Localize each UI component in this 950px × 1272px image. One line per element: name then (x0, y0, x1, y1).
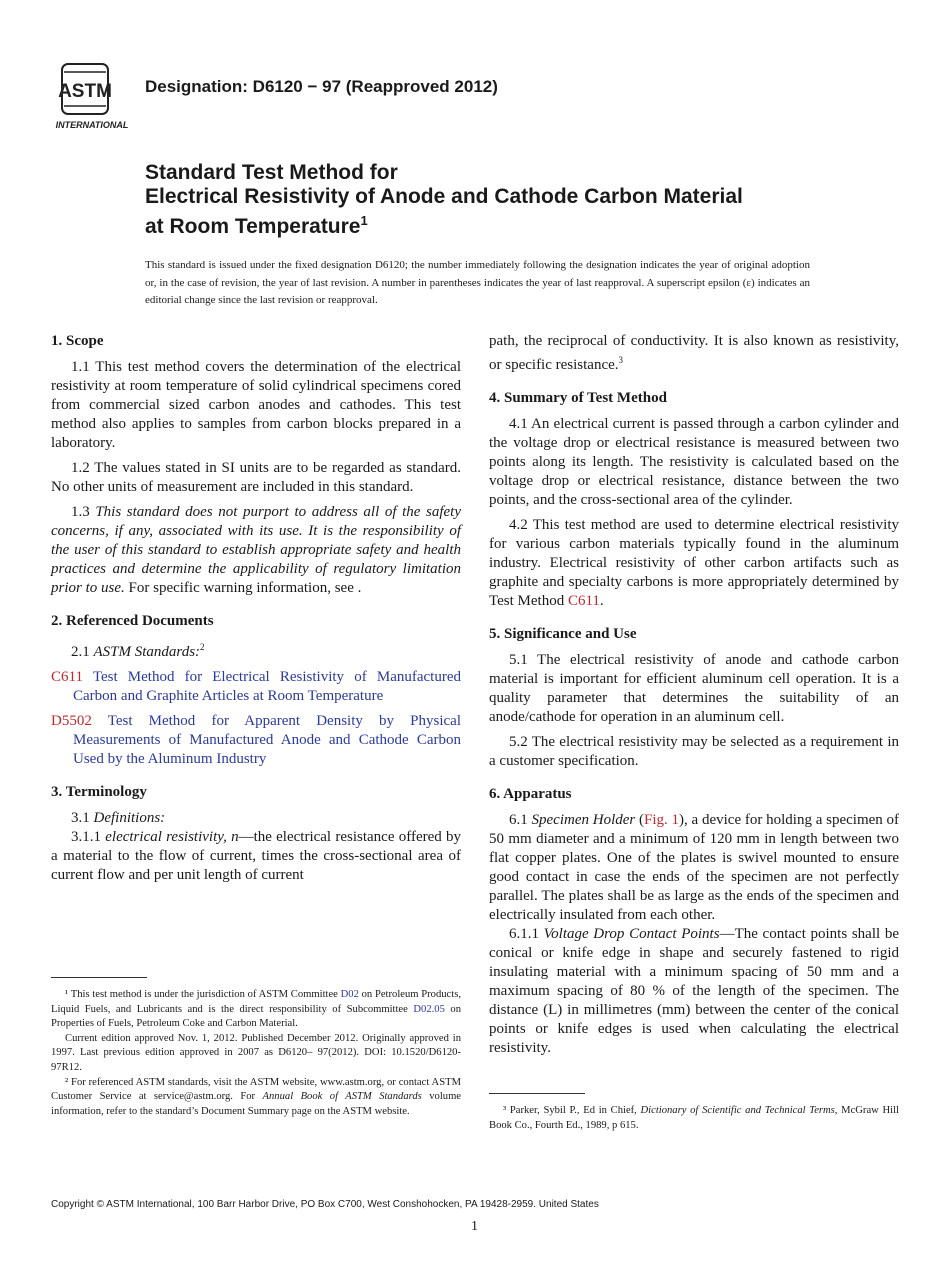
reference-c611 (51, 668, 461, 706)
ref-d5502-link[interactable]: D5502 (51, 713, 92, 729)
para-4-2-text: 4.2 This test method are used to determine electrical resistivity for various carbon materials typically found in the aluminum industry. Electrical resistivity of other carbon artifacts such as graphite and specialty carbons is more appropriately determined by Test Method (489, 517, 899, 609)
para-4-1: 4.1 An electrical current is passed through a carbon cylinder and the voltage drop or electrical resistance is measured between two points along its length. The resistivity is calculated based on the voltage drop or electrical resistance, distance between the two points, and the cross-sectional area of the cylinder. (489, 416, 899, 508)
fn2-italic: Annual Book of ASTM Standards (262, 1091, 422, 1103)
para-4-2 (489, 516, 899, 611)
para-5-1: 5.1 The electrical resistivity of anode and cathode carbon material is important for efficient aluminum cell operation. It is a quality parameter that determines the suitability of an anode/cathode for operation in an aluminum cell. (489, 652, 899, 725)
para-1-3-num: 1.3 (71, 504, 90, 520)
para-1-3-italic: This standard does not purport to address all of the safety concerns, if any, associated with its use. It is the responsibility of the user of this standard to establish appropriate safety and health practices and determine the applicability of regulatory limitation prior to use. (51, 504, 462, 596)
fn1-link-d02[interactable]: D02 (340, 989, 359, 1000)
para-3-1 (51, 809, 461, 828)
fn1-link-d0205[interactable]: D02.05 (413, 1003, 445, 1015)
fn1-text-a: ¹ This test method is under the jurisdiction of ASTM Committee (65, 989, 338, 1000)
title-line-2: Electrical Resistivity of Anode and Cathode Carbon Material (145, 185, 743, 208)
ref-c611-link[interactable]: C611 (51, 669, 83, 685)
title-line-3-text: at Room Temperature (145, 215, 361, 238)
page-number: 1 (471, 1219, 478, 1234)
reference-d5502 (51, 712, 461, 769)
para-1-3-rest: For specific warning information, see . (128, 580, 362, 596)
footnote-ref-2[interactable]: 2 (200, 642, 205, 652)
para-1-1: 1.1 This test method covers the determination of the electrical resistivity at room temperature of solid cylindrical specimens cored from commercial sized carbon anodes and cathodes. This test method also applies to samples from carbon blocks prepared in a laboratory. (51, 359, 461, 451)
para-6-1 (489, 811, 899, 925)
para-3-1-label: Definitions: (93, 810, 166, 826)
ref-c611-title[interactable]: Test Method for Electrical Resistivity of Manufactured Carbon and Graphite Articles at Room Temperature (73, 669, 461, 704)
para-3-1-1-term: electrical resistivity, n (105, 829, 239, 845)
ref-d5502-title[interactable]: Test Method for Apparent Density by Physical Measurements of Manufactured Anode and Cathode Carbon Used by the Aluminum Industry (73, 713, 461, 767)
para-6-1-num: 6.1 (509, 812, 528, 828)
fn2-text-a: ² For referenced ASTM standards, visit the ASTM website, www.astm.org, or contact ASTM Customer Service at service@astm.org. For (51, 1076, 461, 1103)
para-3-1-1-num: 3.1.1 (71, 829, 101, 845)
para-6-1-paren: ( (639, 812, 645, 828)
para-6-1-text: ), a device for holding a specimen of 50 mm diameter and a minimum of 120 mm in length between two flat copper plates. One of the plates is swivel mounted to ensure good contact in case the ends of the specimen are not perfectly parallel. The plates shall be as large as the ends of the specimen and electrically insulated from each other. (489, 812, 900, 923)
footnote-rule-right (489, 1093, 585, 1094)
para-5-2: 5.2 The electrical resistivity may be selected as a requirement in a customer specification. (489, 734, 899, 769)
footnotes-right (489, 1104, 899, 1133)
footnotes-left (51, 988, 461, 1119)
para-3-1-1-text: —the electrical resistance offered by a material to the flow of current, times the cross-sectional area of current flow and per unit length of current (51, 829, 462, 883)
left-column (51, 332, 461, 891)
para-2-1 (51, 638, 461, 662)
para-1-2: 1.2 The values stated in SI units are to be regarded as standard. No other units of measurement are included in this standard. (51, 460, 461, 495)
fn1-text-b: on Petroleum Products, Liquid Fuels, and Lubricants and is the direct responsibility of Subcommittee (51, 989, 461, 1015)
para-6-1-1-term: Voltage Drop Contact Points (543, 926, 720, 942)
fn2-text-b: volume information, refer to the standard’s Document Summary page on the ASTM website. (51, 1091, 462, 1117)
title-line-3 (145, 209, 743, 239)
document-title (145, 161, 743, 239)
right-column (489, 332, 899, 1064)
fn1-text-c: on Properties of Fuels, Petroleum Coke and Carbon Material. (51, 1003, 461, 1030)
logo-text-bottom: INTERNATIONAL (55, 120, 129, 130)
logo-text-top: ASTM (58, 81, 112, 102)
para-3-1-1 (51, 828, 461, 885)
para-2-1-num: 2.1 (71, 644, 90, 660)
astm-logo (50, 62, 134, 132)
footnote-ref-3[interactable]: 3 (618, 355, 624, 365)
para-3-1-1-continued (489, 332, 899, 375)
issue-note: This standard is issued under the fixed designation D6120; the number immediately following the designation indicates the year of original adoption or, in the case of revision, the year of last revision. A number in parentheses indicates the year of last reapproval. A superscript epsilon (ε) indicates an editorial change since the last revision or reapproval. (145, 259, 810, 306)
section-apparatus-heading: 6. Apparatus (489, 786, 572, 802)
title-line-1: Standard Test Method for (145, 161, 398, 184)
section-scope-heading: 1. Scope (51, 333, 104, 349)
copyright-notice: Copyright © ASTM International, 100 Barr Harbor Drive, PO Box C700, West Conshohocken, PA 19428-2959. United States (51, 1199, 599, 1210)
para-6-1-1-text: —The contact points shall be conical or knife edge in shape and securely fastened to rigid insulating material with a minimum spacing of 50 mm and a maximum spacing of 80 % of the length of the specimen. The distance (L) in millimetres (mm) between the center of the conical points or knife edges is used when calculating the electrical resistivity. (489, 926, 899, 1056)
section-terminology-heading: 3. Terminology (51, 784, 147, 800)
section-referenced-docs-heading: 2. Referenced Documents (51, 613, 214, 629)
fn3-italic: Dictionary of Scientific and Technical Terms (640, 1105, 835, 1116)
para-6-1-1-num: 6.1.1 (509, 926, 539, 942)
footnote-3 (489, 1104, 899, 1133)
footnote-rule-left (51, 977, 147, 978)
title-footnote-ref[interactable]: 1 (360, 213, 368, 228)
astm-logo-icon (58, 64, 112, 114)
para-4-2-c611-link[interactable]: C611 (567, 593, 600, 609)
para-6-1-term: Specimen Holder (531, 812, 636, 828)
section-summary-heading: 4. Summary of Test Method (489, 390, 667, 406)
fn3-text-a: ³ Parker, Sybil P., Ed in Chief, (503, 1105, 637, 1116)
fn3-text-b: , McGraw Hill Book Co., Fourth Ed., 1989, p 615. (489, 1105, 899, 1131)
para-1-3 (51, 503, 461, 598)
para-3-1-num: 3.1 (71, 810, 90, 826)
para-2-1-label: ASTM Standards: (93, 644, 201, 660)
para-6-1-1 (489, 925, 899, 1058)
para-4-2-period: . (599, 593, 604, 609)
continued-text: path, the reciprocal of conductivity. It is also known as resistivity, or specific resistance. (489, 333, 899, 373)
footnote-1 (51, 988, 461, 1032)
footnote-1-edition: Current edition approved Nov. 1, 2012. Published December 2012. Originally approved in 1997. Last previous edition approved in 2007 as D6120– 97(2012). DOI: 10.1520/D6120-97R12. (51, 1032, 461, 1073)
designation: Designation: D6120 − 97 (Reapproved 2012) (145, 77, 498, 96)
footnote-2 (51, 1076, 461, 1120)
fig-1-link[interactable]: Fig. 1 (644, 812, 680, 828)
section-significance-heading: 5. Significance and Use (489, 626, 637, 642)
